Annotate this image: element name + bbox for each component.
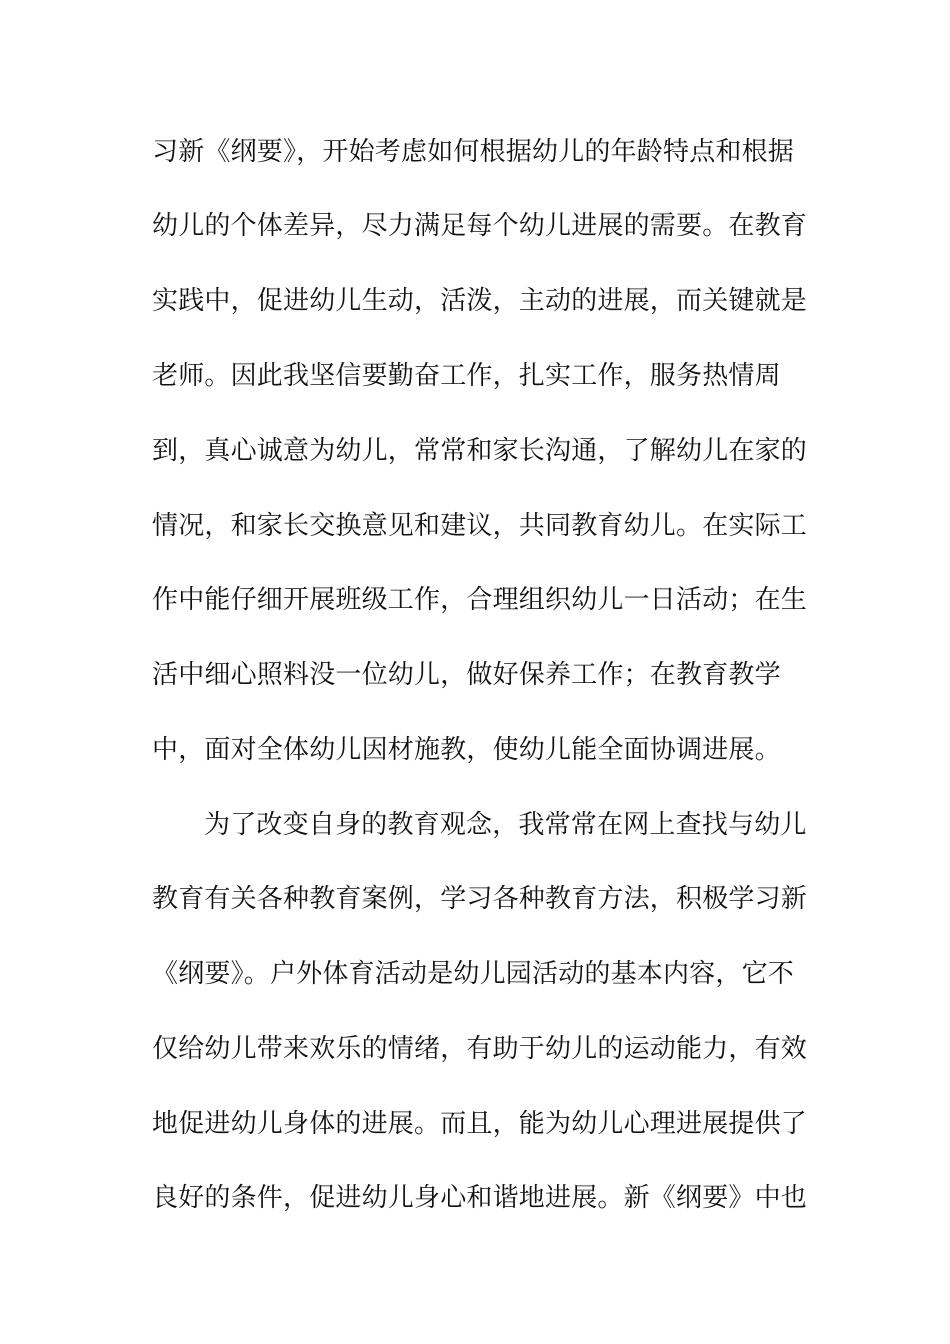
paragraph-2-line-3: 《纲要》。户外体育活动是幼儿园活动的基本内容，它不 [152, 959, 795, 989]
paragraph-2-line-4: 仅给幼儿带来欢乐的情绪，有助于幼儿的运动能力，有效 [152, 1034, 808, 1064]
paragraph-1-line-2: 幼儿的个体差异，尽力满足每个幼儿进展的需要。在教育 [152, 211, 808, 241]
paragraph-1-line-1: 习新《纲要》，开始考虑如何根据幼儿的年龄特点和根据 [152, 137, 795, 167]
paragraph-2-line-6: 良好的条件，促进幼儿身心和谐地进展。新《纲要》中也 [152, 1183, 808, 1213]
paragraph-1-line-5: 到，真心诚意为幼儿，常常和家长沟通，了解幼儿在家的 [152, 436, 808, 466]
paragraph-1-line-7: 作中能仔细开展班级工作，合理组织幼儿一日活动；在生 [152, 585, 808, 615]
paragraph-2-line-5: 地促进幼儿身体的进展。而且，能为幼儿心理进展提供了 [152, 1109, 808, 1139]
paragraph-2-line-1: 为了改变自身的教育观念，我常常在网上查找与幼儿 [204, 810, 807, 840]
paragraph-1-line-9: 中，面对全体幼儿因材施教，使幼儿能全面协调进展。 [152, 735, 781, 765]
paragraph-1-line-3: 实践中，促进幼儿生动，活泼，主动的进展，而关键就是 [152, 286, 808, 316]
paragraph-1-line-8: 活中细心照料没一位幼儿，做好保养工作；在教育教学 [152, 660, 781, 690]
paragraph-2-line-2: 教育有关各种教育案例，学习各种教育方法，积极学习新 [152, 884, 808, 914]
paragraph-1-line-6: 情况，和家长交换意见和建议，共同教育幼儿。在实际工 [152, 511, 808, 541]
paragraph-1-line-4: 老师。因此我坚信要勤奋工作，扎实工作，服务热情周 [152, 361, 781, 391]
